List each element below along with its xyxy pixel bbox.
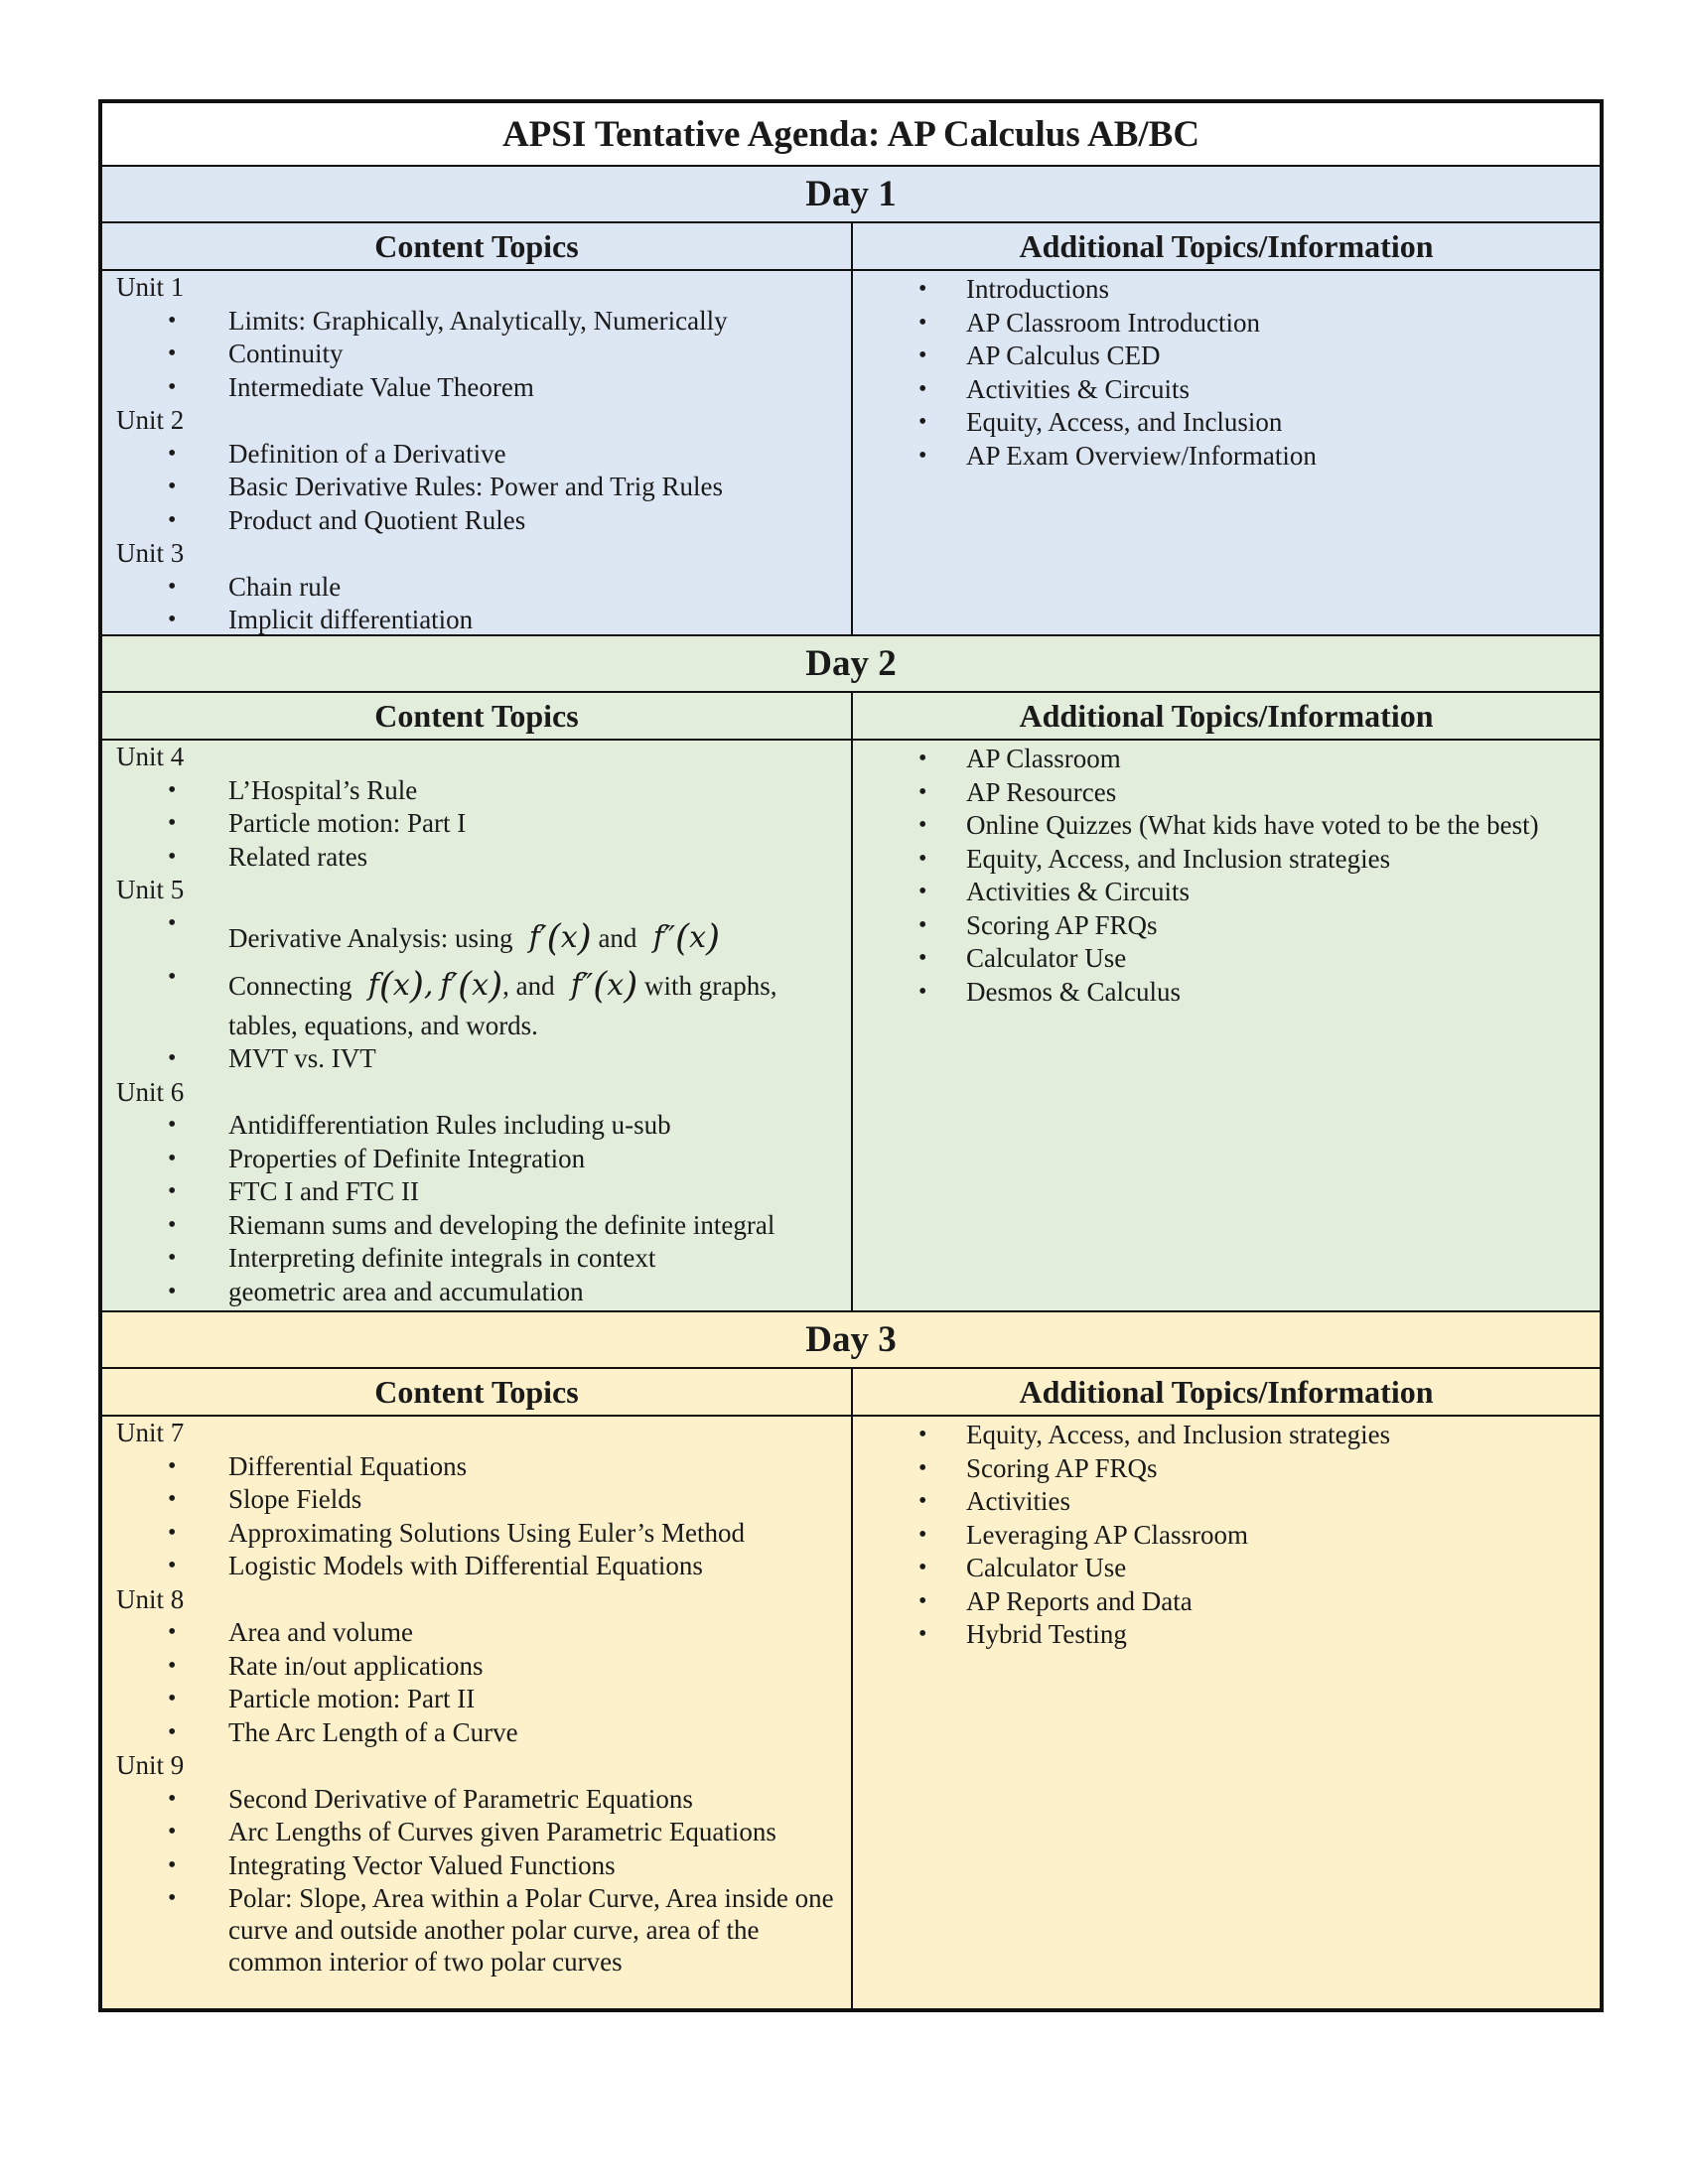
list-item: • AP Classroom — [853, 743, 1600, 776]
list-item — [116, 907, 841, 962]
day-3-header: Day 3 — [102, 1310, 1600, 1367]
unit-label: Unit 8 — [116, 1583, 185, 1614]
day-1-content — [102, 269, 1600, 634]
list-item: • Arc Lengths of Curves given Parametric Equations — [116, 1816, 841, 1849]
day-1-content-topics — [102, 271, 853, 634]
list-item: • Limits: Graphically, Analytically, Numerically — [116, 305, 841, 339]
list-item — [116, 961, 841, 1042]
tables-text: tables, equations, and words. — [228, 1010, 538, 1040]
unit-label: Unit 9 — [116, 1750, 185, 1780]
day-2-header: Day 2 — [102, 634, 1600, 691]
list-item: • AP Exam Overview/Information — [853, 440, 1600, 474]
list-item: • AP Classroom Introduction — [853, 307, 1600, 341]
content-topics-header: Content Topics — [102, 1369, 853, 1415]
list-item: • Properties of Definite Integration — [116, 1143, 841, 1176]
day-1-column-headers — [102, 221, 1600, 269]
list-item: • L’Hospital’s Rule — [116, 774, 841, 808]
list-item: • Equity, Access, and Inclusion strategies — [853, 1419, 1600, 1452]
unit-label: Unit 1 — [116, 272, 185, 302]
list-item: • FTC I and FTC II — [116, 1175, 841, 1209]
list-item: • Scoring AP FRQs — [853, 1452, 1600, 1486]
content-topics-header: Content Topics — [102, 223, 853, 269]
math-f: f(x), — [358, 966, 434, 1007]
list-item: • Chain rule — [116, 571, 841, 605]
unit-label: Unit 3 — [116, 538, 185, 568]
list-item: • Second Derivative of Parametric Equations — [116, 1783, 841, 1817]
content-topics-header: Content Topics — [102, 693, 853, 739]
list-item: • Logistic Models with Differential Equations — [116, 1550, 841, 1583]
unit-label: Unit 2 — [116, 405, 185, 435]
list-item: • Particle motion: Part II — [116, 1683, 841, 1716]
list-item: • Interpreting definite integrals in context — [116, 1242, 841, 1276]
list-item: • Basic Derivative Rules: Power and Trig Rules — [116, 471, 841, 504]
list-item: • Definition of a Derivative — [116, 438, 841, 472]
document-title: APSI Tentative Agenda: AP Calculus AB/BC — [102, 103, 1600, 165]
derivative-analysis-text: Derivative Analysis: using — [228, 922, 513, 953]
math-f-prime: f′(x) — [519, 917, 592, 959]
and-text: and — [598, 922, 637, 953]
with-graphs-text: with graphs, — [643, 971, 777, 1001]
day-2-additional-topics — [853, 741, 1600, 1310]
list-item: • Online Quizzes (What kids have voted to be the best) — [853, 809, 1600, 843]
additional-topics-header: Additional Topics/Information — [1019, 697, 1434, 734]
list-item: • Intermediate Value Theorem — [116, 371, 841, 405]
list-item: • Hybrid Testing — [853, 1618, 1600, 1652]
list-item: • AP Calculus CED — [853, 340, 1600, 373]
additional-topics-header: Additional Topics/Information — [1019, 227, 1434, 264]
list-item: • Rate in/out applications — [116, 1650, 841, 1684]
unit-label: Unit 4 — [116, 742, 185, 771]
list-item: • Related rates — [116, 841, 841, 875]
day-2-column-headers — [102, 691, 1600, 739]
list-item: • Desmos & Calculus — [853, 976, 1600, 1010]
list-item: • Continuity — [116, 338, 841, 371]
agenda-table — [98, 99, 1604, 2012]
and-text: , and — [502, 971, 555, 1001]
list-item: • Particle motion: Part I — [116, 807, 841, 841]
day-2-content-topics — [102, 741, 853, 1310]
day-3-additional-topics — [853, 1417, 1600, 2008]
unit-label: Unit 5 — [116, 875, 185, 904]
list-item: • AP Resources — [853, 776, 1600, 810]
list-item: • The Arc Length of a Curve — [116, 1716, 841, 1750]
list-item: • Implicit differentiation — [116, 604, 841, 637]
day-2-content — [102, 739, 1600, 1310]
list-item: • Scoring AP FRQs — [853, 909, 1600, 943]
list-item: • Equity, Access, and Inclusion — [853, 406, 1600, 440]
list-item: • Activities — [853, 1485, 1600, 1519]
list-item: • Calculator Use — [853, 1552, 1600, 1585]
list-item: • Polar: Slope, Area within a Polar Curve, Area inside one curve and outside another polar curve, area of the common interior of two polar curves — [116, 1882, 841, 1978]
list-item: • Activities & Circuits — [853, 373, 1600, 407]
list-item: • Integrating Vector Valued Functions — [116, 1849, 841, 1883]
list-item: • Equity, Access, and Inclusion strategies — [853, 843, 1600, 877]
list-item: • Area and volume — [116, 1616, 841, 1650]
list-item: • AP Reports and Data — [853, 1585, 1600, 1619]
list-item: • geometric area and accumulation — [116, 1276, 841, 1309]
day-1-header: Day 1 — [102, 165, 1600, 221]
math-f-double-prime: f″(x) — [561, 966, 638, 1007]
list-item: • Riemann sums and developing the definite integral — [116, 1209, 841, 1243]
list-item: • Activities & Circuits — [853, 876, 1600, 909]
list-item: • Differential Equations — [116, 1450, 841, 1484]
day-1-additional-topics — [853, 271, 1600, 634]
day-3-column-headers — [102, 1367, 1600, 1415]
list-item: • Approximating Solutions Using Euler’s Method — [116, 1517, 841, 1551]
list-item: • Slope Fields — [116, 1483, 841, 1517]
list-item: • Calculator Use — [853, 942, 1600, 976]
day-3-content-topics — [102, 1417, 853, 2008]
connecting-text: Connecting — [228, 971, 352, 1001]
unit-label: Unit 6 — [116, 1076, 185, 1107]
math-f-prime: f′(x) — [440, 966, 503, 1007]
day-3-content — [102, 1415, 1600, 2008]
list-item: • Leveraging AP Classroom — [853, 1519, 1600, 1553]
list-item: • MVT vs. IVT — [116, 1042, 841, 1076]
math-f-double-prime: f″(x) — [643, 917, 721, 959]
list-item: • Introductions — [853, 273, 1600, 307]
list-item: • Product and Quotient Rules — [116, 504, 841, 538]
unit-label: Unit 7 — [116, 1418, 185, 1447]
list-item: • Antidifferentiation Rules including u-sub — [116, 1109, 841, 1143]
additional-topics-header: Additional Topics/Information — [1019, 1373, 1434, 1410]
